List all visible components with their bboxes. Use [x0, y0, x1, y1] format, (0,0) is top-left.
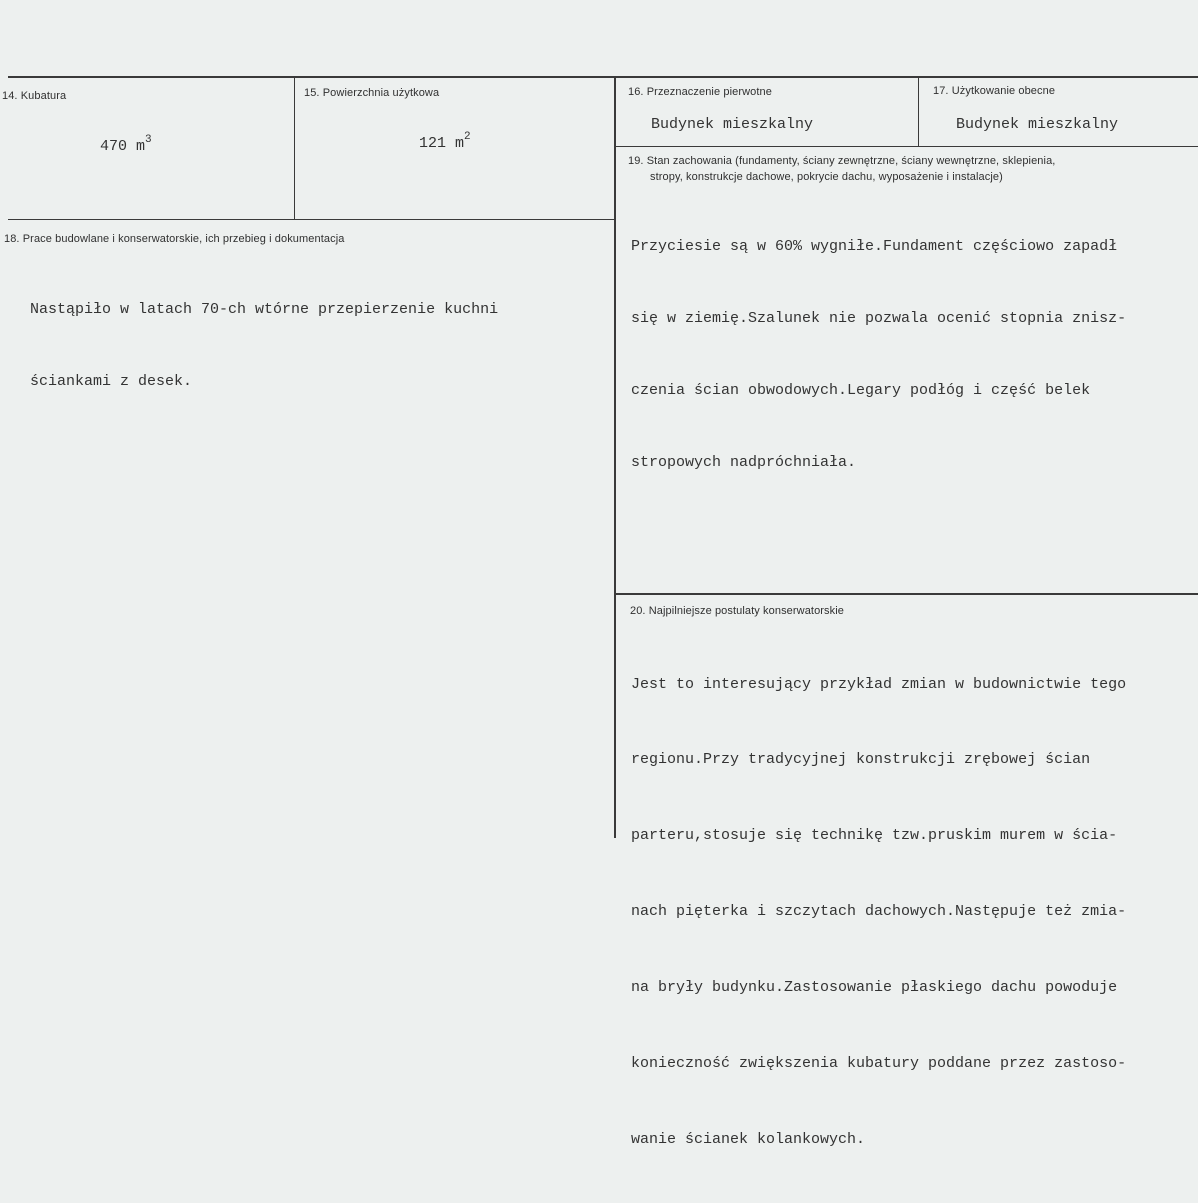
field-14-unit-exponent: 3: [145, 134, 152, 146]
right-mid-rule-1: [616, 146, 1198, 147]
field-19-text: [631, 187, 1126, 523]
field-17-label: 17. Użytkowanie obecne: [933, 85, 1056, 97]
field-14-label: 14. Kubatura: [2, 90, 67, 102]
field-20-line: nach pięterka i szczytach dachowych.Następuje też zmia-: [631, 903, 1127, 921]
field-18-label: 18. Prace budowlane i konserwatorskie, ich przebieg i dokumentacja: [4, 233, 345, 245]
field-15-unit-exponent: 2: [464, 131, 471, 143]
field-20-line: wanie ścianek kolankowych.: [631, 1130, 866, 1148]
right-mid-rule-2: [616, 593, 1198, 595]
vertical-rule-1: [294, 77, 295, 220]
field-20-line: regionu.Przy tradycyjnej konstrukcji zrębowej ścian: [631, 751, 1091, 769]
field-15-number: 121 m: [419, 135, 465, 152]
vertical-rule-3: [918, 77, 919, 147]
field-19-line: się w ziemię.Szalunek nie pozwala ocenić stopnia znisz-: [631, 310, 1127, 327]
field-16-label: 16. Przeznaczenie pierwotne: [628, 86, 772, 98]
field-14-value: [100, 136, 152, 155]
field-20-line: konieczność zwiększenia kubatury poddane przez zastoso-: [631, 1055, 1127, 1073]
field-18-line: ściankami z desek.: [30, 373, 193, 390]
field-19-label-line-2: stropy, konstrukcje dachowe, pokrycie dachu, wyposażenie i instalacje): [650, 171, 1003, 183]
field-20-label: 20. Najpilniejsze postulaty konserwatorskie: [630, 605, 845, 617]
field-20-text: [631, 621, 1126, 1203]
left-mid-rule: [8, 219, 616, 220]
field-19-label-line-1: 19. Stan zachowania (fundamenty, ściany zewnętrzne, ściany wewnętrzne, sklepienia,: [628, 155, 1056, 167]
field-18-line: Nastąpiło w latach 70-ch wtórne przepierzenie kuchni: [30, 301, 499, 318]
vertical-rule-2: [614, 77, 616, 838]
field-17-value: Budynek mieszkalny: [956, 116, 1119, 133]
field-19-line: Przyciesie są w 60% wygniłe.Fundament częściowo zapadł: [631, 238, 1118, 255]
field-20-line: na bryły budynku.Zastosowanie płaskiego dachu powoduje: [631, 979, 1118, 997]
field-20-line: parteru,stosuje się technikę tzw.pruskim murem w ścia-: [631, 827, 1118, 845]
field-15-label: 15. Powierzchnia użytkowa: [304, 87, 440, 99]
field-18-text: [30, 250, 498, 442]
field-15-value: [419, 133, 471, 152]
field-14-number: 470 m: [100, 138, 146, 155]
field-19-line: czenia ścian obwodowych.Legary podłóg i część belek: [631, 382, 1091, 399]
top-rule: [8, 76, 1198, 78]
field-19-line: stropowych nadpróchniała.: [631, 454, 857, 471]
field-20-line: Jest to interesujący przykład zmian w budownictwie tego: [631, 675, 1127, 693]
field-16-value: Budynek mieszkalny: [651, 116, 814, 133]
